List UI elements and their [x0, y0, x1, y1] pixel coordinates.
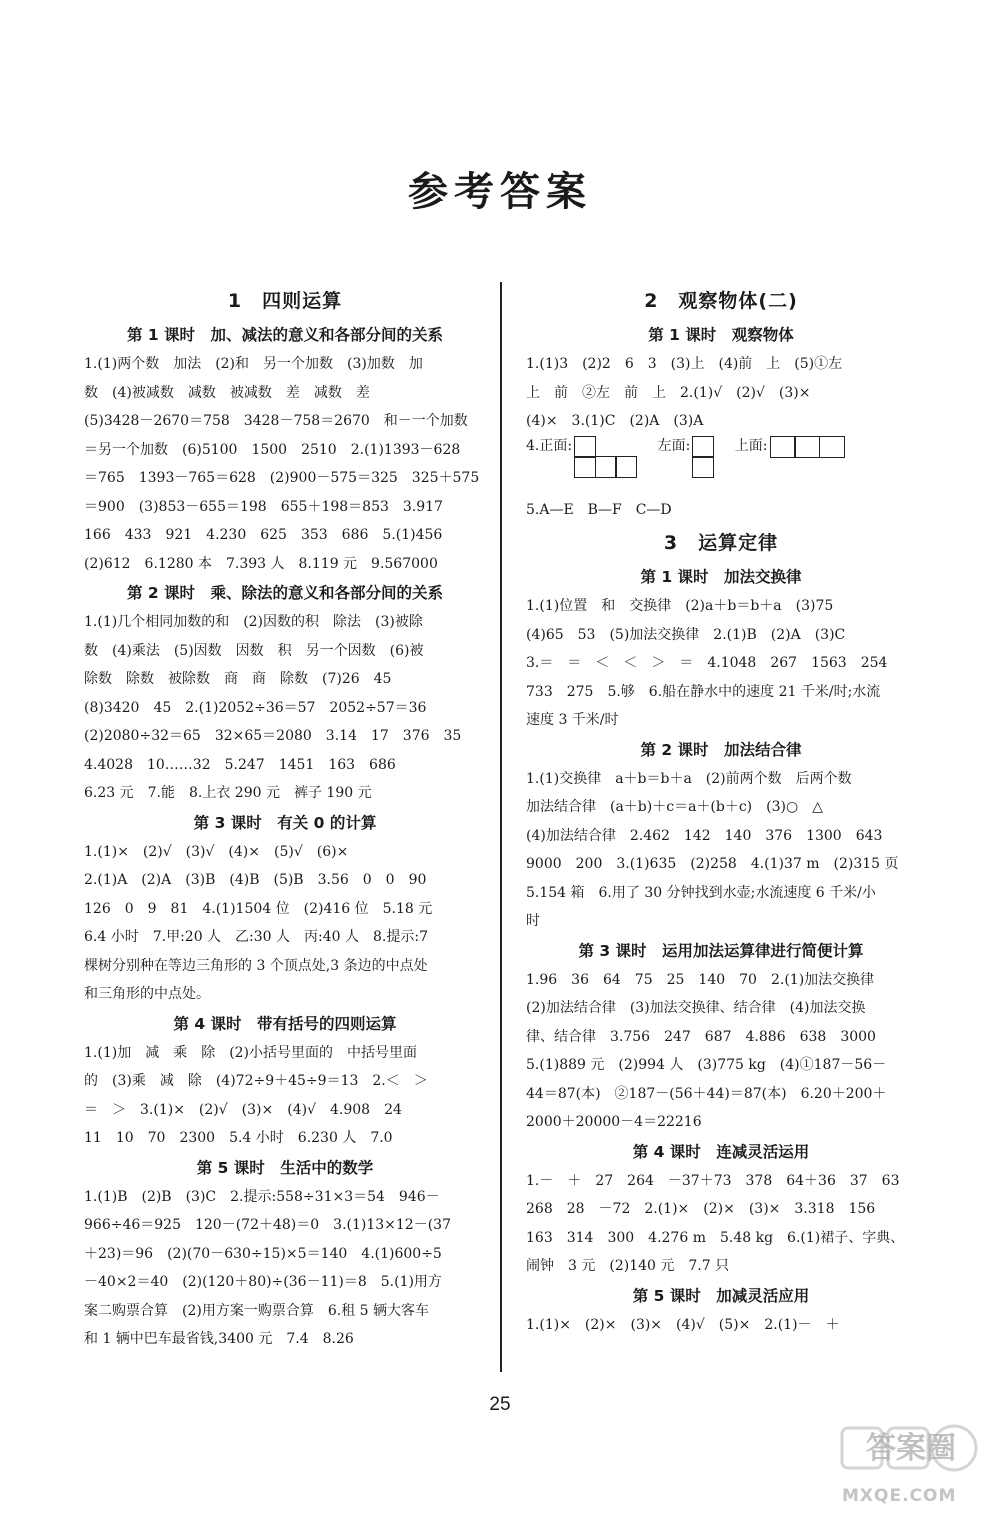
answer-line: (5)3428－2670＝758 3428－758＝2670 和－一个加数	[84, 413, 468, 429]
answer-line: ＝ ＞ 3.(1)× (2)√ (3)× (4)√ 4.908 24	[84, 1101, 402, 1118]
answer-line: 5.154 箱 6.用了 30 分钟找到水壶;水流速度 6 千米/小	[526, 884, 876, 901]
answer-line: 1.－ ＋ 27 264 －37＋73 378 64＋36 37 63	[526, 1172, 900, 1189]
answer-line: 44＝87(本) ②187－(56＋44)＝87(本) 6.20＋200＋	[526, 1085, 887, 1102]
svg-text:答案圈: 答案圈	[866, 1431, 956, 1466]
answer-line: (4)× 3.(1)C (2)A (3)A	[526, 413, 704, 429]
lesson-heading: 第 2 课时 加法结合律	[640, 740, 802, 759]
answer-line: 1.(1)交换律 a＋b＝b＋a (2)前两个数 后两个数	[526, 770, 852, 787]
answer-line: 1.(1)× (2)√ (3)√ (4)× (5)√ (6)×	[84, 843, 349, 860]
answer-block	[526, 592, 916, 735]
lesson-heading: 第 1 课时 观察物体	[648, 326, 794, 344]
answer-line: ＝900 (3)853－655＝198 655＋198＝853 3.917	[84, 498, 443, 515]
lesson-heading: 第 2 课时 乘、除法的意义和各部分间的关系	[126, 584, 444, 602]
answer-line: 闹钟 3 元 (2)140 元 7.7 只	[526, 1258, 730, 1274]
answer-line: 加法结合律 (a＋b)＋c＝a＋(b＋c) (3)○ △	[526, 799, 823, 815]
lesson-heading: 第 3 课时 有关 0 的计算	[193, 813, 377, 832]
lesson-heading: 第 5 课时 生活中的数学	[196, 1158, 374, 1177]
answer-line: ＋23)＝96 (2)(70－630÷15)×5＝140 4.(1)600÷5	[84, 1245, 442, 1262]
lesson-heading: 第 1 课时 加法交换律	[640, 568, 802, 586]
answer-line: 3.＝ ＝ ＜ ＜ ＞ ＝ 4.1048 267 1563 254	[526, 655, 888, 671]
chapter-heading: 1 四则运算	[227, 290, 343, 312]
answer-line: 1.(1)两个数 加法 (2)和 另一个加数 (3)加数 加	[84, 356, 423, 372]
answer-line: 上 前 ②左 前 上 2.(1)√ (2)√ (3)×	[526, 384, 811, 401]
answer-block	[84, 350, 486, 578]
top-view-grid	[770, 436, 844, 457]
answer-line: (8)3420 45 2.(1)2052÷36＝57 2052÷57＝36	[84, 699, 427, 716]
answer-line: 1.96 36 64 75 25 140 70 2.(1)加法交换律	[526, 971, 875, 988]
answer-line: 2.(1)A (2)A (3)B (4)B (5)B 3.56 0 0 90	[84, 872, 427, 888]
answer-block	[526, 966, 916, 1137]
answer-line: ＝765 1393－765＝628 (2)900－575＝325 325＋575	[84, 470, 480, 486]
answer-line: 733 275 5.够 6.船在静水中的速度 21 千米/时;水流	[526, 683, 881, 700]
front-view-label: 4.正面:	[526, 437, 573, 454]
answer-block	[84, 1183, 486, 1354]
answer-line: 速度 3 千米/时	[526, 712, 619, 728]
answer-line: 棵树分别种在等边三角形的 3 个顶点处,3 条边的中点处	[84, 957, 428, 974]
answer-block	[526, 1167, 916, 1281]
left-view-grid	[692, 436, 713, 477]
answer-line: (2)612 6.1280 本 7.393 人 8.119 元 9.567000	[84, 555, 438, 572]
front-view-grid	[574, 436, 636, 477]
answer-line: 6.4 小时 7.甲:20 人 乙:30 人 丙:40 人 8.提示:7	[84, 929, 428, 945]
answer-line: 1.(1)B (2)B (3)C 2.提示:558÷31×3＝54 946－	[84, 1188, 440, 1205]
answer-line: 6.23 元 7.能 8.上衣 290 元 裤子 190 元	[84, 785, 372, 801]
answer-line: 数 (4)乘法 (5)因数 因数 积 另一个因数 (6)被	[84, 642, 424, 659]
lesson-heading: 第 5 课时 加减灵活应用	[632, 1286, 810, 1305]
answer-line: 2000＋20000－4＝22216	[526, 1114, 702, 1130]
answer-line: 数 (4)被减数 减数 被减数 差 减数 差	[84, 384, 370, 401]
answer-block	[84, 608, 486, 808]
answer-line: 166 433 921 4.230 625 353 686 5.(1)456	[84, 527, 443, 543]
answer-line: 案二购票合算 (2)用方案一购票合算 6.租 5 辆大客车	[84, 1302, 429, 1319]
answer-line: 的 (3)乘 减 除 (4)72÷9＋45÷9＝13 2.＜ ＞	[84, 1073, 428, 1089]
column-divider	[500, 282, 502, 1372]
answer-line: 5.(1)889 元 (2)994 人 (3)775 kg (4)①187－56－	[526, 1057, 887, 1073]
lesson-heading: 第 3 课时 运用加法运算律进行简便计算	[578, 941, 864, 960]
answer-line: 268 28 －72 2.(1)× (2)× (3)× 3.318 156	[526, 1201, 876, 1217]
answer-block	[526, 1311, 916, 1340]
chapter-heading: 3 运算定律	[663, 532, 779, 554]
view-figures	[526, 436, 916, 496]
answer-block	[84, 838, 486, 1009]
chapter-heading: 2 观察物体(二)	[644, 290, 798, 312]
answer-line: 4.4028 10……32 5.247 1451 163 686	[84, 756, 396, 773]
answer-line: 和三角形的中点处。	[84, 986, 210, 1002]
answer-block	[84, 1039, 486, 1153]
answer-line: 除数 除数 被除数 商 商 除数 (7)26 45	[84, 671, 392, 687]
answer-line: 11 10 70 2300 5.4 小时 6.230 人 7.0	[84, 1130, 393, 1146]
answer-line: 1.(1)位置 和 交换律 (2)a＋b＝b＋a (3)75	[526, 598, 834, 614]
page-number: 25	[489, 1394, 511, 1415]
answer-line: 5.A—E B—F C—D	[526, 501, 672, 518]
lesson-heading: 第 4 课时 带有括号的四则运算	[173, 1014, 397, 1033]
top-view-label: 上面:	[734, 437, 768, 454]
left-column	[84, 288, 486, 1354]
answer-line: 163 314 300 4.276 m 5.48 kg 6.(1)裙子、字典、	[526, 1229, 905, 1246]
answer-line: －40×2＝40 (2)(120＋80)÷(36－11)＝8 5.(1)用方	[84, 1274, 442, 1290]
answer-line: 1.(1)× (2)× (3)× (4)√ (5)× 2.(1)－ ＋	[526, 1316, 840, 1333]
answer-line: (4)加法结合律 2.462 142 140 376 1300 643	[526, 827, 883, 844]
answer-line: 1.(1)加 减 乘 除 (2)小括号里面的 中括号里面	[84, 1044, 418, 1061]
answer-line: 966÷46＝925 120－(72＋48)＝0 3.(1)13×12－(37	[84, 1217, 451, 1233]
answer-line: ＝另一个加数 (6)5100 1500 2510 2.(1)1393－628	[84, 441, 461, 458]
answer-line: 1.(1)3 (2)2 6 3 (3)上 (4)前 上 (5)①左	[526, 356, 843, 372]
answer-line: 126 0 9 81 4.(1)1504 位 (2)416 位 5.18 元	[84, 900, 433, 917]
left-view-label: 左面:	[657, 437, 691, 454]
answer-line: (2)2080÷32＝65 32×65＝2080 3.14 17 376 35	[84, 728, 462, 744]
answer-line: 和 1 辆中巴车最省钱,3400 元 7.4 8.26	[84, 1331, 354, 1347]
lesson-heading: 第 1 课时 加、减法的意义和各部分间的关系	[126, 326, 444, 344]
answer-line: (2)加法结合律 (3)加法交换律、结合律 (4)加法交换	[526, 1000, 866, 1016]
answer-block	[526, 350, 916, 524]
answer-line: (4)65 53 (5)加法交换律 2.(1)B (2)A (3)C	[526, 626, 846, 643]
page-title: 参考答案	[408, 169, 592, 215]
watermark-text: MXQE.COM	[842, 1486, 957, 1506]
lesson-heading: 第 4 课时 连减灵活运用	[632, 1142, 810, 1161]
answer-line: 时	[526, 913, 540, 929]
right-column	[526, 288, 916, 1339]
answer-line: 9000 200 3.(1)635 (2)258 4.(1)37 m (2)315 页	[526, 856, 899, 872]
answer-line: 1.(1)几个相同加数的和 (2)因数的积 除法 (3)被除	[84, 614, 423, 630]
answer-line: 律、结合律 3.756 247 687 4.886 638 3000	[526, 1028, 876, 1045]
answer-block	[526, 765, 916, 936]
